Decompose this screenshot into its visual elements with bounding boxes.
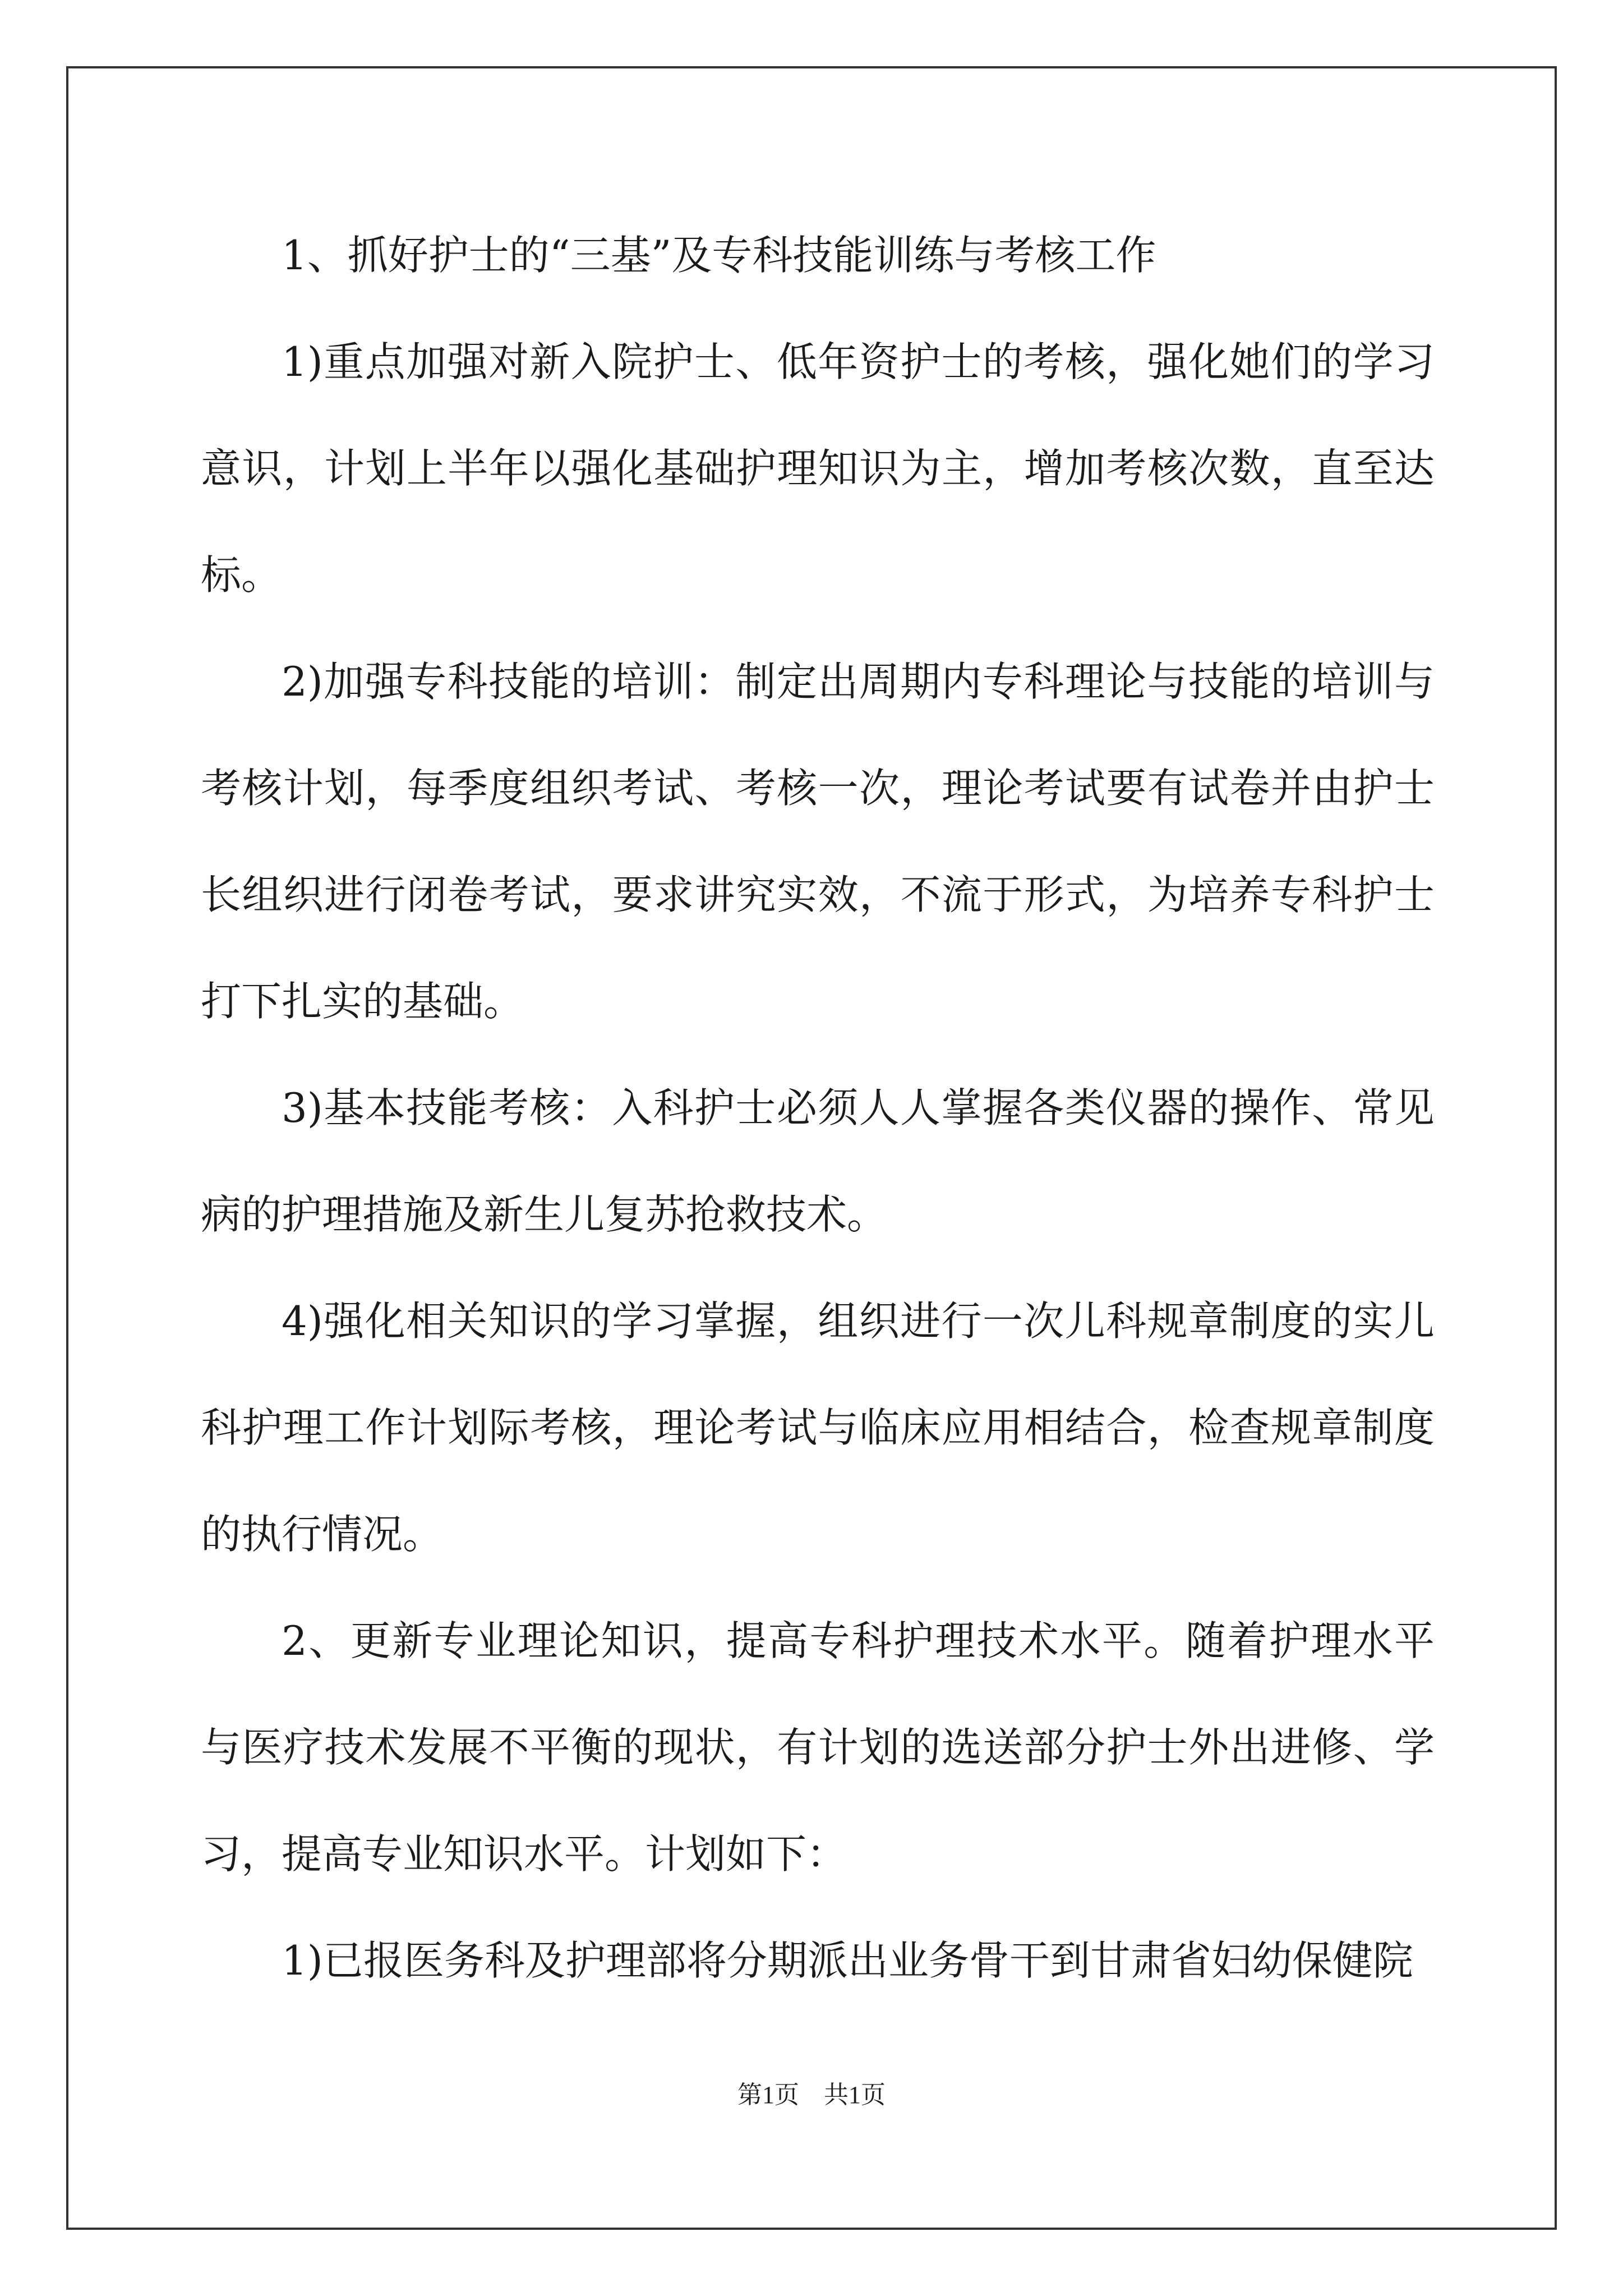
paragraph-item-2-1: 1)已报医务科及护理部将分期派出业务骨干到甘肃省妇幼保健院 — [282, 1937, 1413, 1984]
paragraph-section-1-heading: 1、抓好护士的“三基”及专科技能训练与考核工作 — [282, 232, 1156, 279]
paragraph-item-1-3: 3)基本技能考核：入科护士必须人人掌握各类仪器的操作、常见病的护理措施及新生儿复苏抢救技术。 — [201, 1084, 1435, 1238]
paragraph-item-1-1: 1)重点加强对新入院护士、低年资护士的考核，强化她们的学习意识，计划上半年以强化基础护理知识为主，增加考核次数，直至达标。 — [201, 338, 1435, 599]
paragraph-item-1-4: 4)强化相关知识的学习掌握，组织进行一次儿科规章制度的实儿科护理工作计划际考核，理论考试与临床应用相结合，检查规章制度的执行情况。 — [201, 1297, 1435, 1558]
document-body — [201, 202, 1435, 2014]
page-footer: 第1页 共1页 — [737, 2081, 886, 2109]
paragraph-section-2-heading: 2、更新专业理论知识，提高专科护理技术水平。随着护理水平与医疗技术发展不平衡的现状，有计划的选送部分护士外出进修、学习，提高专业知识水平。计划如下： — [201, 1617, 1435, 1878]
paragraph-item-1-2: 2)加强专科技能的培训：制定出周期内专科理论与技能的培训与考核计划，每季度组织考试、考核一次，理论考试要有试卷并由护士长组织进行闭卷考试，要求讲究实效，不流于形式，为培养专科护士打下扎实的基础。 — [201, 658, 1435, 1025]
